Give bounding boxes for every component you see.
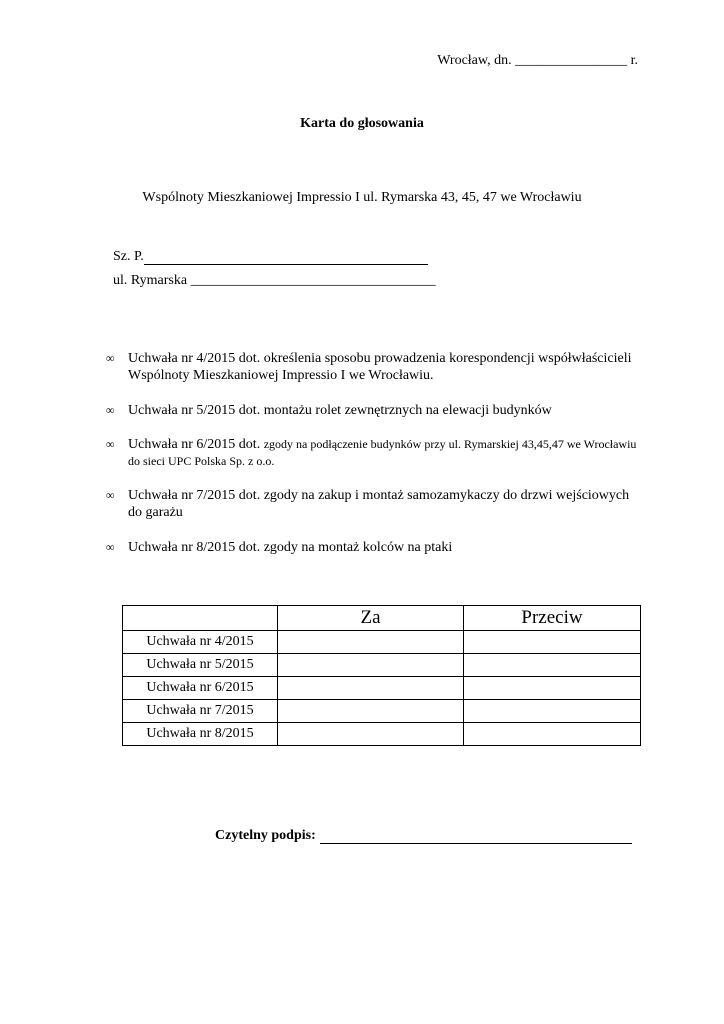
vote-przeciw-cell[interactable] [464,654,641,677]
row-label: Uchwała nr 4/2015 [123,631,278,654]
resolution-prefix: Uchwała nr 8/2015 dot. [128,540,264,555]
vote-za-cell[interactable] [278,700,464,723]
bullet-infinity-icon: ∞ [106,540,115,554]
resolution-prefix: Uchwała nr 6/2015 dot. [128,437,264,452]
owner-name-field[interactable] [113,249,428,265]
owner-name-label: Sz. P. [113,249,144,264]
vote-za-cell[interactable] [278,723,464,746]
vote-za-cell[interactable] [278,677,464,700]
resolution-prefix: Uchwała nr 4/2015 dot. [128,351,264,366]
row-label: Uchwała nr 7/2015 [123,700,278,723]
resolution-prefix: Uchwała nr 7/2015 dot. [128,488,264,503]
vote-table [122,605,641,746]
bullet-infinity-icon: ∞ [106,437,115,451]
row-label: Uchwała nr 6/2015 [123,677,278,700]
owner-name-blank[interactable] [144,250,428,265]
table-header-row [123,606,641,631]
signature-label: Czytelny podpis: [215,828,316,843]
vote-przeciw-cell[interactable] [464,700,641,723]
resolution-text: montażu rolet zewnętrznych na elewacji budynków [263,403,552,418]
table-row [123,631,641,654]
resolution-text: zgody na montaż kolców na ptaki [263,540,453,555]
table-row [123,723,641,746]
row-label: Uchwała nr 8/2015 [123,723,278,746]
vote-za-cell[interactable] [278,631,464,654]
document-title: Karta do głosowania [300,116,424,131]
signature-field[interactable] [215,828,632,844]
row-label: Uchwała nr 5/2015 [123,654,278,677]
community-name: Wspólnoty Mieszkaniowej Impressio I ul. Rymarska 43, 45, 47 we Wrocławiu [142,190,582,205]
list-item [106,350,646,384]
table-row [123,700,641,723]
resolution-prefix: Uchwała nr 5/2015 dot. [128,403,264,418]
street-line: ul. Rymarska ___________________________________ [113,273,436,288]
resolution-text: zgody na podłączenie budynków przy ul. Rymarskiej 43,45,47 we Wrocławiu do sieci UPC Polska Sp. z o.o. [128,437,637,468]
header-za: Za [278,606,464,631]
vote-przeciw-cell[interactable] [464,677,641,700]
list-item [106,487,646,521]
resolution-text: zgody na zakup i montaż samozamykaczy do drzwi wejściowych do garażu [128,488,630,520]
vote-przeciw-cell[interactable] [464,631,641,654]
table-row [123,677,641,700]
vote-za-cell[interactable] [278,654,464,677]
bullet-infinity-icon: ∞ [106,488,115,502]
signature-blank[interactable] [320,829,632,844]
list-item [106,436,646,470]
list-item [106,402,646,419]
header-przeciw: Przeciw [464,606,641,631]
bullet-infinity-icon: ∞ [106,403,115,417]
header-empty-cell [123,606,278,631]
date-line: Wrocław, dn. ________________ r. [437,53,638,68]
list-item [106,539,646,556]
vote-przeciw-cell[interactable] [464,723,641,746]
resolution-text: określenia sposobu prowadzenia korespondencji współwłaścicieli Wspólnoty Mieszkaniowej Impressio I we Wrocławiu. [128,351,632,383]
table-row [123,654,641,677]
bullet-infinity-icon: ∞ [106,351,115,365]
